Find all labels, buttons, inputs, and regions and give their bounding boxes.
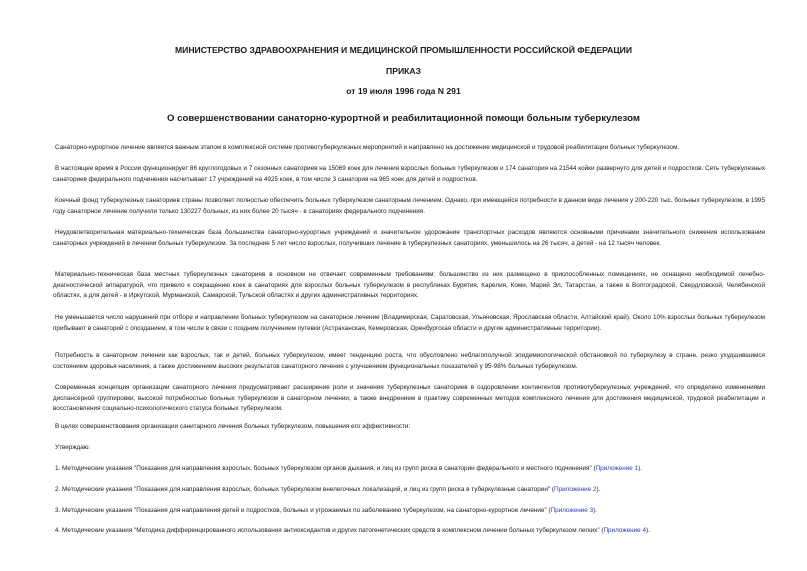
paragraph: В настоящее время в России функционирует 86 круглогодовых и 7 сезонных санаториев на 15069 коек для лечения взрослых больных туберкулезом и 174 санатория на 21544 койки развернуто для детей и подростков. Сеть туберкулезных санаториев федерального подчинения насчитывает 17 учреждений на 4925 коек, в том числе 3 санатория на 965 коек для детей и подростков. [53, 165, 765, 183]
list-item [53, 464, 765, 475]
list-item-tail: ). [638, 465, 643, 472]
list-item-tail: ). [596, 486, 601, 493]
paragraph: Санаторно-курортное лечение является важным этапом в комплексной системе противотуберкулезных мероприятий и направлено на достижение медицинской и трудовой реабилитации больных туберкулезом. [55, 144, 680, 151]
list-item-text: 4. Методические указания "Методика дифференцированного использования антиоксидантов и других патогенетических средств в комплексном лечении больных туберкулезом легких" ( [55, 527, 604, 534]
list-item [53, 506, 765, 517]
paragraph: Современная концепция организации санаторного лечения предусматривает расширение роли и значения туберкулезных санаториев в оздоровлении контингентов противотуберкулезных учреждений, что определено изменениями диспансерной группировки, высокой потребностью больных туберкулезом в санаторном лечении, а также внедрением в практику современных методов комплексного лечения для достижения медицинской, трудовой реабилитации и восстановления социально-психологического статуса больных туберкулезом. [53, 384, 765, 413]
paragraph: В целях совершенствования организации санитарного лечения больных туберкулезом, повышения его эффективности: [55, 423, 411, 430]
paragraph: Не уменьшается число нарушений при отборе и направлении больных туберкулезом на санаторное лечение (Владимирская, Саратовская, Ульяновская, Ярославская области, Алтайский край). Около 10% взрослых больных туберкулезом прибывают в санаторий с опозданием, в том числе в связи с поздним получением путевки (Астраханская, Кемеровская, Оренбургская области и другие административные территории). [53, 314, 765, 332]
document-type: ПРИКАЗ [386, 66, 421, 76]
paragraph: Потребность в санаторном лечении как взрослых, так и детей, больных туберкулезом, имеет тенденцию роста, что обусловлено неблагополучной эпидемиологической обстановкой по туберкулезу в стране, резко ухудшившимся состоянием здоровья населения, а также достижением высоких результатов санаторного лечения с улучшением функциональных показателей у 95-98% больных туберкулезом. [53, 352, 765, 370]
list-item-text: 1. Методические указания "Показания для направления взрослых, больных туберкулезом органов дыхания, и лиц из групп риска в санатории федерального и местного подчинения" ( [55, 465, 596, 472]
list-item [53, 485, 765, 496]
list-item-tail: ). [593, 507, 597, 514]
paragraph: Материально-техническая база местных туберкулезных санаториев в основном не отвечает современным требованиям: большинство из них размещено в приспособленных помещениях, не оснащено необходимой лечебно-диагностической аппаратурой, что привело к сокращению коек в санаториях для взрослых больных туберкулезом в республиках Бурятия, Карелия, Коми, Марий Эл, Татарстан, а также в Волгоградской, Свердловской, Челябинской областях, а для детей - в Иркутской, Мурманской, Самарской, Тульской областях и других административных территориях. [53, 271, 765, 300]
appendix-4-link[interactable]: Приложение 4 [603, 527, 646, 534]
list-item [53, 526, 765, 537]
list-item-text: 2. Методические указания "Показания для направления взрослых, больных туберкулезом внелегочных локализаций, и лиц из групп риска в туберкулезные санатории" ( [55, 486, 555, 493]
appendix-2-link[interactable]: Приложение 2 [554, 486, 597, 493]
list-item-text: 3. Методические указания "Показания для направления детей и подростков, больных и угрожаемых по заболеванию туберкулезом, на санаторно-курортное лечение" ( [55, 507, 551, 514]
paragraph: Неудовлетворительная материально-техническая база большинства санаторно-курортных учреждений и значительное удорожание транспортных расходов являются основными причинами значительного снижения использования санаторных учреждений в лечении больных туберкулезом. За последние 5 лет число взрослых, получивших лечение в туберкулезных санаториях, уменьшилось на 26 тысяч, а детей - на 12 тысяч человек. [53, 229, 765, 247]
paragraph: Коечный фонд туберкулезных санаториев страны позволяет полностью обеспечить больных туберкулезом санаторным лечением. Однако, при имеющейся потребности в данном виде лечения у 200-220 тыс. больных туберкулезом, в 1995 году санаторное лечение получили только 130227 больных, из них более 20 тысяч - в санаториях федерального подчинения. [53, 197, 765, 215]
document-date: от 19 июля 1996 года N 291 [346, 86, 461, 96]
paragraph: Утверждаю: [55, 444, 91, 451]
ministry-heading: МИНИСТЕРСТВО ЗДРАВООХРАНЕНИЯ И МЕДИЦИНСКОЙ ПРОМЫШЛЕННОСТИ РОССИЙСКОЙ ФЕДЕРАЦИИ [174, 45, 632, 55]
document-title: О совершенствовании санаторно-курортной и реабилитационной помощи больным туберкулезом [167, 113, 640, 124]
list-item-tail: ). [645, 527, 650, 534]
appendix-3-link[interactable]: Приложение 3 [550, 507, 594, 514]
appendix-1-link[interactable]: Приложение 1 [595, 465, 639, 472]
